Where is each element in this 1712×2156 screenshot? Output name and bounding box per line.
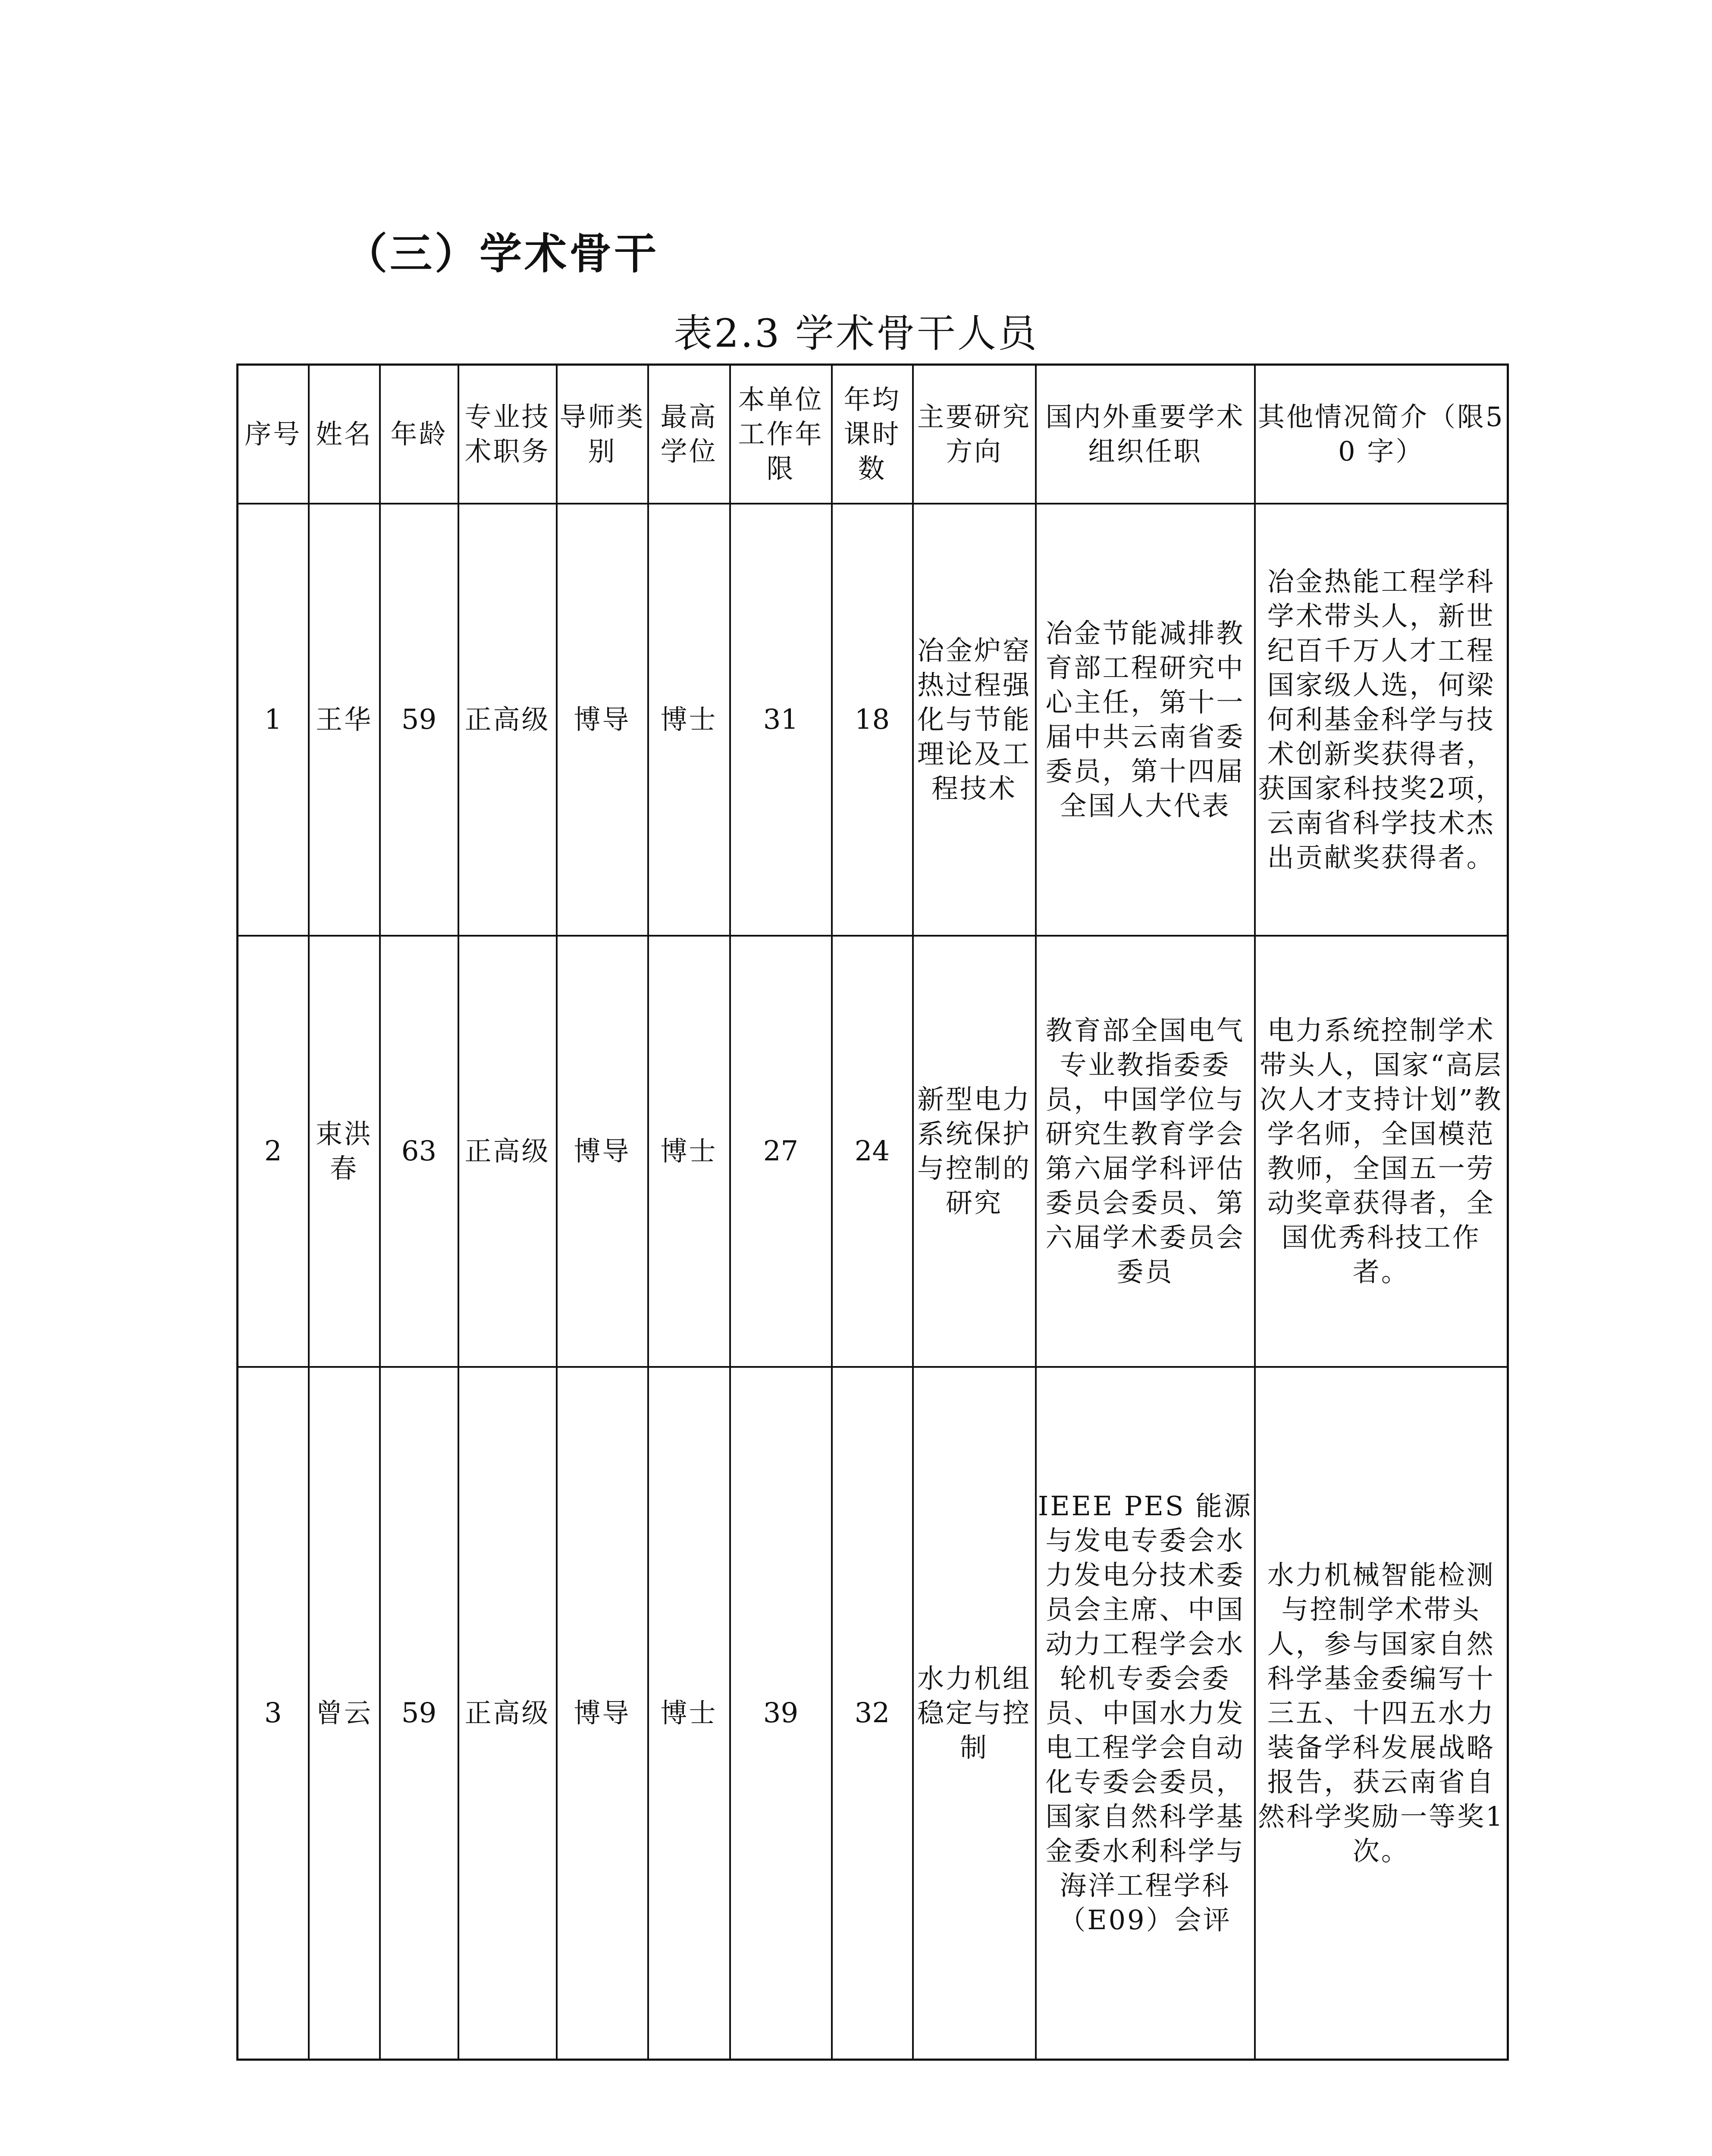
cell-hours: 32 [832, 1367, 913, 2059]
col-header-no: 序号 [238, 365, 309, 504]
cell-years: 31 [730, 504, 832, 936]
cell-org: 教育部全国电气专业教指委委员，中国学位与研究生教育学会第六届学科评估委员会委员、第六届学术委员会委员 [1036, 936, 1255, 1367]
header-row [238, 365, 1508, 504]
cell-note: 水力机械智能检测与控制学术带头人，参与国家自然科学基金委编写十三五、十四五水力装备学科发展战略报告，获云南省自然科学奖励一等奖1次。 [1255, 1367, 1508, 2059]
cell-hours: 24 [832, 936, 913, 1367]
cell-mentor: 博导 [557, 936, 648, 1367]
cell-research: 冶金炉窑热过程强化与节能理论及工程技术 [913, 504, 1036, 936]
col-header-title: 专业技术职务 [458, 365, 557, 504]
cell-name: 王华 [309, 504, 380, 936]
cell-no: 2 [238, 936, 309, 1367]
cell-degree: 博士 [648, 936, 730, 1367]
table-row [238, 504, 1508, 936]
cell-hours: 18 [832, 504, 913, 936]
col-header-name: 姓名 [309, 365, 380, 504]
cell-research: 新型电力系统保护与控制的研究 [913, 936, 1036, 1367]
cell-note: 冶金热能工程学科学术带头人，新世纪百千万人才工程国家级人选，何梁何利基金科学与技术创新奖获得者，获国家科技奖2项，云南省科学技术杰出贡献奖获得者。 [1255, 504, 1508, 936]
col-header-age: 年龄 [380, 365, 458, 504]
col-header-years: 本单位工作年限 [730, 365, 832, 504]
table-row [238, 1367, 1508, 2059]
cell-name: 曾云 [309, 1367, 380, 2059]
academic-staff-table [236, 364, 1509, 2061]
cell-years: 27 [730, 936, 832, 1367]
cell-age: 59 [380, 1367, 458, 2059]
cell-no: 1 [238, 504, 309, 936]
cell-age: 59 [380, 504, 458, 936]
cell-title: 正高级 [458, 504, 557, 936]
col-header-mentor: 导师类别 [557, 365, 648, 504]
cell-degree: 博士 [648, 504, 730, 936]
cell-mentor: 博导 [557, 504, 648, 936]
col-header-research: 主要研究方向 [913, 365, 1036, 504]
cell-note: 电力系统控制学术带头人，国家“高层次人才支持计划”教学名师，全国模范教师，全国五一劳动奖章获得者，全国优秀科技工作者。 [1255, 936, 1508, 1367]
cell-research: 水力机组稳定与控制 [913, 1367, 1036, 2059]
cell-mentor: 博导 [557, 1367, 648, 2059]
col-header-hours: 年均课时数 [832, 365, 913, 504]
cell-title: 正高级 [458, 1367, 557, 2059]
col-header-degree: 最高学位 [648, 365, 730, 504]
table-caption: 表2.3 学术骨干人员 [674, 311, 1038, 356]
cell-title: 正高级 [458, 936, 557, 1367]
section-heading: （三）学术骨干 [345, 229, 659, 279]
cell-age: 63 [380, 936, 458, 1367]
cell-name: 束洪春 [309, 936, 380, 1367]
cell-org: 冶金节能减排教育部工程研究中心主任，第十一届中共云南省委委员，第十四届全国人大代表 [1036, 504, 1255, 936]
col-header-note: 其他情况简介（限50 字） [1255, 365, 1508, 504]
cell-no: 3 [238, 1367, 309, 2059]
cell-years: 39 [730, 1367, 832, 2059]
cell-degree: 博士 [648, 1367, 730, 2059]
table-row [238, 936, 1508, 1367]
col-header-org: 国内外重要学术组织任职 [1036, 365, 1255, 504]
cell-org: IEEE PES 能源与发电专委会水力发电分技术委员会主席、中国动力工程学会水轮机专委会委员、中国水力发电工程学会自动化专委会委员，国家自然科学基金委水利科学与海洋工程学科（E09）会评 [1036, 1367, 1255, 2059]
